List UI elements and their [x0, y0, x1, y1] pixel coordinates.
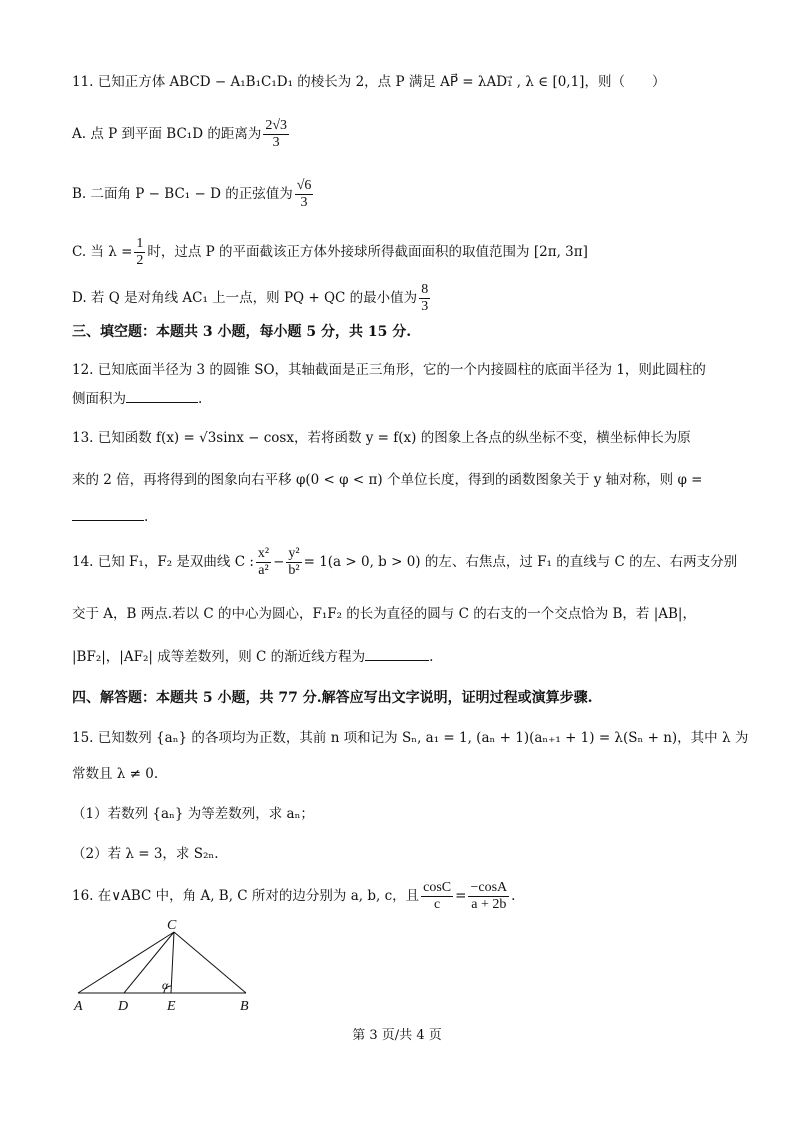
- q11-c-suffix: 时，过点 P 的平面截该正方体外接球所得截面面积的取值范围为 [2π, 3π]: [147, 244, 588, 260]
- label-D: D: [118, 999, 129, 1014]
- triangle-figure: [70, 918, 270, 1018]
- q14-b2: b²: [288, 563, 300, 578]
- q14-answer-blank[interactable]: [365, 646, 429, 661]
- q11-c-text: C. 当 λ =: [72, 244, 133, 260]
- q15-line1: 15. 已知数列 {aₙ} 的各项均为正数，其前 n 项和记为 Sₙ, a₁ = 1, (aₙ + 1)(aₙ₊₁ + 1) = λ(Sₙ + n)，其中 λ 为: [72, 730, 749, 746]
- q16-frac-right: [468, 880, 509, 913]
- q14-frac-x: [256, 546, 271, 579]
- q16-frac-left: [421, 880, 453, 913]
- q11-b-den: 3: [300, 195, 308, 210]
- q15-part1: （1）若数列 {aₙ} 为等差数列，求 aₙ；: [72, 806, 314, 822]
- q11-c-num: 1: [136, 236, 144, 251]
- segment-CE: [171, 932, 174, 993]
- q13-line3: [72, 506, 148, 527]
- page-footer: 第 3 页/共 4 页: [352, 1028, 442, 1043]
- q12-line1: 12. 已知底面半径为 3 的圆锥 SO，其轴截面是正三角形，它的一个内接圆柱的底面半径为 1，则此圆柱的: [72, 362, 706, 378]
- q16-f2-num: −cosA: [470, 880, 508, 895]
- segment-AC: [78, 932, 174, 993]
- q11-c-den: 2: [136, 253, 144, 268]
- label-E: E: [167, 999, 176, 1014]
- q16-f2-den: a + 2b: [471, 897, 507, 912]
- q14-y2: y²: [288, 546, 300, 561]
- q13-end: .: [144, 509, 149, 525]
- q14-a2: a²: [258, 563, 269, 578]
- q15-line2: 常数且 λ ≠ 0.: [72, 766, 159, 782]
- q11-a-num: 2√3: [265, 118, 288, 133]
- q11-d-den: 3: [421, 299, 429, 314]
- q11-a-text: A. 点 P 到平面 BC₁D 的距离为: [72, 126, 262, 142]
- q16-f1-den: c: [434, 897, 441, 912]
- section-3-heading: 三、填空题：本题共 3 小题，每小题 5 分，共 15 分.: [72, 324, 412, 340]
- q11-d-fraction: [419, 282, 430, 315]
- label-A: A: [74, 999, 83, 1014]
- label-C: C: [167, 918, 177, 933]
- q14-end: .: [429, 649, 434, 665]
- q14-line2: 交于 A，B 两点.若以 C 的中心为圆心，F₁F₂ 的长为直径的圆与 C 的右支的一个交点恰为 B，若 |AB|，: [72, 606, 696, 622]
- q14-post: = 1(a > 0, b > 0) 的左、右焦点，过 F₁ 的直线与 C 的左、右两支分别: [303, 554, 738, 570]
- q11-stem: 11. 已知正方体 ABCD − A₁B₁C₁D₁ 的棱长为 2，点 P 满足 AP⃗ = λAD₁⃗ , λ ∈ [0,1]，则（ ）: [72, 74, 666, 90]
- q11-d-num: 8: [421, 282, 429, 297]
- q16-end: .: [511, 888, 516, 904]
- q11-option-d: [72, 282, 432, 315]
- label-alpha: α: [162, 978, 169, 992]
- q14-x2: x²: [257, 546, 270, 561]
- q16-text: 16. 在∨ABC 中，角 A, B, C 所对的边分别为 a, b, c，且: [72, 888, 420, 904]
- q14-frac-y: [286, 546, 301, 579]
- q11-c-fraction: [134, 236, 145, 269]
- q14-line3: [72, 646, 433, 667]
- q11-d-text: D. 若 Q 是对角线 AC₁ 上一点，则 PQ + QC 的最小值为: [72, 290, 418, 306]
- q12-text: 侧面积为: [72, 391, 126, 407]
- label-B: B: [240, 999, 249, 1014]
- q11-a-den: 3: [272, 135, 280, 150]
- q11-option-b: [72, 178, 315, 211]
- q16-equals: =: [455, 888, 467, 904]
- q11-option-c: [72, 236, 588, 269]
- q11-b-num: √6: [296, 178, 312, 193]
- q16-f1-num: cosC: [423, 880, 452, 895]
- section-4-heading: 四、解答题：本题共 5 小题，共 77 分.解答应写出文字说明，证明过程或演算步骤.: [72, 690, 593, 706]
- q13-answer-blank[interactable]: [72, 506, 144, 521]
- q16-stem: [72, 880, 515, 913]
- q11-a-fraction: [263, 118, 289, 151]
- q11-b-fraction: [295, 178, 314, 211]
- q11-option-a: [72, 118, 291, 151]
- q13-line1: 13. 已知函数 f(x) = √3sinx − cosx，若将函数 y = f(x) 的图象上各点的纵坐标不变，横坐标伸长为原: [72, 430, 691, 446]
- q11-b-text: B. 二面角 P − BC₁ − D 的正弦值为: [72, 186, 293, 202]
- q13-line2: 来的 2 倍，再将得到的图象向右平移 φ(0 < φ < π) 个单位长度，得到的函数图象关于 y 轴对称，则 φ =: [72, 472, 703, 488]
- q15-part2: （2）若 λ = 3，求 S₂ₙ.: [72, 846, 219, 862]
- q14-text: |BF₂|，|AF₂| 成等差数列，则 C 的渐近线方程为: [72, 649, 366, 665]
- q12-line2: [72, 388, 202, 409]
- q14-pre: 14. 已知 F₁，F₂ 是双曲线 C :: [72, 554, 254, 570]
- q12-answer-blank[interactable]: [126, 388, 198, 403]
- q12-end: .: [198, 391, 203, 407]
- segment-BC: [174, 932, 246, 993]
- q14-line1: 14. 已知 F₁，F₂ 是双曲线 C : $\frac{\text{x²}}{\text{a²}}$ − $\frac{\text{y²}}{\text{b²}}$ = 1(a > 0, b > 0) 的左、右焦点，过 F₁ 的直线与 C 的左、右两支分别: [72, 546, 738, 578]
